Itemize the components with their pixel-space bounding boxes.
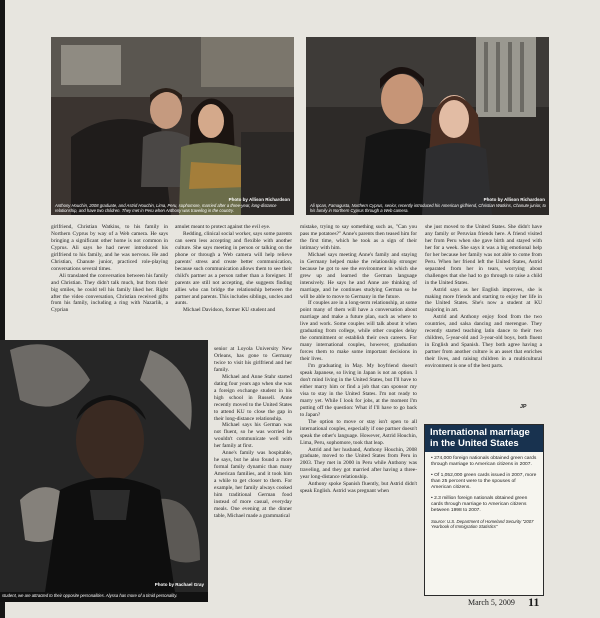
fact-text: 274,000 foreign nationals obtained green cards through marriage to American citizens in 2007. <box>431 456 537 467</box>
article-column-2-top <box>175 224 292 314</box>
paragraph: mistake, trying to say something such as, "Can you pass me potatoes?" Anne's parents then teased him for the first time, which he took as a sign of their intimacy with him. <box>300 224 417 251</box>
paragraph: I'm graduating in May. My boyfriend doesn't speak Japanese, so living in Japan is not an option. I don't mind living in the United States, but I'll have to either marry him or find a job that can sponsor my visa to stay in the United States. I'm not ready to marry yet. While I look for jobs, at the moment I'm putting off the question: What if I'll have to go back to Japan? <box>300 363 417 418</box>
fact-list <box>425 452 543 514</box>
article-column-1 <box>51 224 168 314</box>
photo-caption: Ali Ipcan, Famagusta, Northern Cyprus, senior, recently introduced his American girlfriend, Christian Watkins, Chanute junior, to his family in Northern Cyprus through a Web camera. <box>310 203 547 214</box>
paragraph: Michael says meeting Anne's family and staying in Germany helped make the relationship stronger because he got to see the environment in which she grew up and learned the German language intensively. He says he and Anne are thinking of marriage, and he continues studying German so he will be able to move to Germany in the future. <box>300 251 417 300</box>
author-signoff: JP <box>520 404 527 410</box>
bottom-caption: student, we are attracted to their opposite personalities. Alyssa has more of a timid personality. <box>2 593 178 598</box>
photo-student-portrait <box>0 340 208 592</box>
photo-couple-anthony-astrid <box>51 37 294 215</box>
fact-box-title: International marriage in the United States <box>425 425 543 452</box>
paragraph: Michael Davidson, former KU student and <box>183 307 276 314</box>
paragraph: Michael says his German was not fluent, so he was worried he wouldn't communicate well with her family at first. <box>214 422 292 450</box>
paragraph: Astrid and Anthony enjoy food from the two countries, and salsa dancing and merengue. They recently started teaching latin dance to their two children, 5-year-old and 3-year-old boys, both fluent in English and Spanish. They both agree having a partner from another culture is an asset that enriches their lives, and raising children in a multicultural environment is one of the best parts. <box>425 314 542 370</box>
photo-image <box>306 37 549 215</box>
photo-image <box>0 340 208 592</box>
photo-credit: Photo by Rachael Gray <box>154 582 204 587</box>
paragraph: amulet meant to protect against the evil eye. <box>175 224 271 230</box>
photo-image <box>51 37 294 215</box>
article-column-2-bottom <box>214 346 292 520</box>
fact-box <box>424 424 544 596</box>
paragraph: The option to move or stay isn't open to all international couples, especially if one partner doesn't speak the other's language. However, Astrid Houchin, Lima, Peru, sophomore, took that leap. <box>300 418 417 446</box>
paragraph: Astrid says as her English improves, she is making more friends and starting to enjoy her life in the United States. She's now a student at KU majoring in art. <box>425 286 542 314</box>
photo-couple-ali-christian <box>306 37 549 215</box>
paragraph: Astrid and her husband, Anthony Houchin, 2008 graduate, moved to the United States from Peru in 2003. They met in 2000 in Peru while Anthony was traveling, and they got married after having a three-year long-distance relationship. <box>300 446 417 481</box>
paragraph: Anne's family was hospitable, he says, but he also found a more formal family dynamic than many American families, and it took him a while to get closer to them. For example, her family always cooked him traditional German food instead of more casual, everyday meals. One evening at the dinner table, Michael made a grammatical <box>214 450 292 519</box>
issue-date: March 5, 2009 <box>468 598 515 607</box>
photo-caption: Anthony Houchin, 2008 graduate, and Astrid Houchin, Lima, Peru, sophomore, married after a three-year, long-distance relationship, and have two children. They met in Peru when Anthony was traveling in the country. <box>55 203 277 214</box>
photo-credit: Photo by Allison Richardson <box>228 197 290 202</box>
paragraph: girlfriend, Christian Watkins, to his family in Northern Cyprus by way of a Web camera. He says bringing a significant other home is not common in Cyprus. Ali says he had never introduced his girlfriend to his family, and he was nervous. He and Christian, Chanute junior, practiced role-playing conversations several times. <box>51 224 168 272</box>
article-column-4 <box>425 224 542 370</box>
paragraph: she just moved to the United States. She didn't have any family or Peruvian friends here. A friend visited her from Peru when she gave birth and stayed with her for a week. She says it was a big emotional help for her because her family was not able to come from Peru. When her friend left the United States, Astrid separated from her in tears, worrying about challenges that she had to go through to raise a child in the United States. <box>425 224 542 286</box>
page-number: 11 <box>528 595 540 609</box>
paragraph: Anthony spoke Spanish fluently, but Astrid didn't speak English. Astrid was pregnant when <box>300 481 417 495</box>
article-column-3 <box>300 224 417 495</box>
photo-credit: Photo by Allison Richardson <box>483 197 545 202</box>
paragraph: Ali translated the conversation between his family and Christian. They didn't talk much, but from their big smiles, he could tell his family liked her. Right after the video conversation, Christian received gifts from his family, including a ring with Nazarlik, a Cyprian <box>51 272 168 314</box>
fact-text: 2.3 million foreign nationals obtained green cards through marriage to American citizens between 1998 to 2007. <box>431 496 528 513</box>
fact-source: Source: U.S. Department of Homeland Security "2007 Yearbook of Immigration Statistics" <box>431 519 534 530</box>
paragraph: If couples are in a long-term relationship, at some point many of them will have a conversation about marriage and make a future plan, such as where to live and work. Some couples will talk about it when graduating from college, while other couples delay the commitment or establish their own careers. For many international couples, however, graduation forces them to make some important decisions in their lives. <box>300 300 417 363</box>
fact-item: • Of 1,052,000 green cards issued in 2007, more than 25 percent were to the spouses of American citizens. <box>431 473 537 490</box>
fact-text: Of 1,052,000 green cards issued in 2007, more than 25 percent were to the spouses of American citizens. <box>431 473 537 490</box>
paragraph: senior at Loyola University New Orleans, has gone to Germany twice to visit his girlfriend and her family. <box>214 346 292 373</box>
paragraph: Redding, clinical social worker, says some parents can seem less accepting and flexible with another culture. She says meeting in person or talking on the phone or through a Web camera will help relieve parents' stress and create better communication, because such communication allows them to see their child's partner as a person rather than a foreigner. If parents are still not accepting, she suggests finding allies who can bridge the relationship between the partner and parents. This includes siblings, uncles and aunts. <box>175 230 292 307</box>
fact-item: • 274,000 foreign nationals obtained green cards through marriage to American citizens in 2007. <box>431 456 537 467</box>
fact-item: • 2.3 million foreign nationals obtained green cards through marriage to American citizens between 1998 to 2007. <box>431 496 528 513</box>
paragraph: Michael and Anne Stahr started dating four years ago when she was a foreign exchange student in his high school in Russell. Anne recently moved to the United States to attend KU to close the gap in their long-distance relationship. <box>214 373 292 422</box>
